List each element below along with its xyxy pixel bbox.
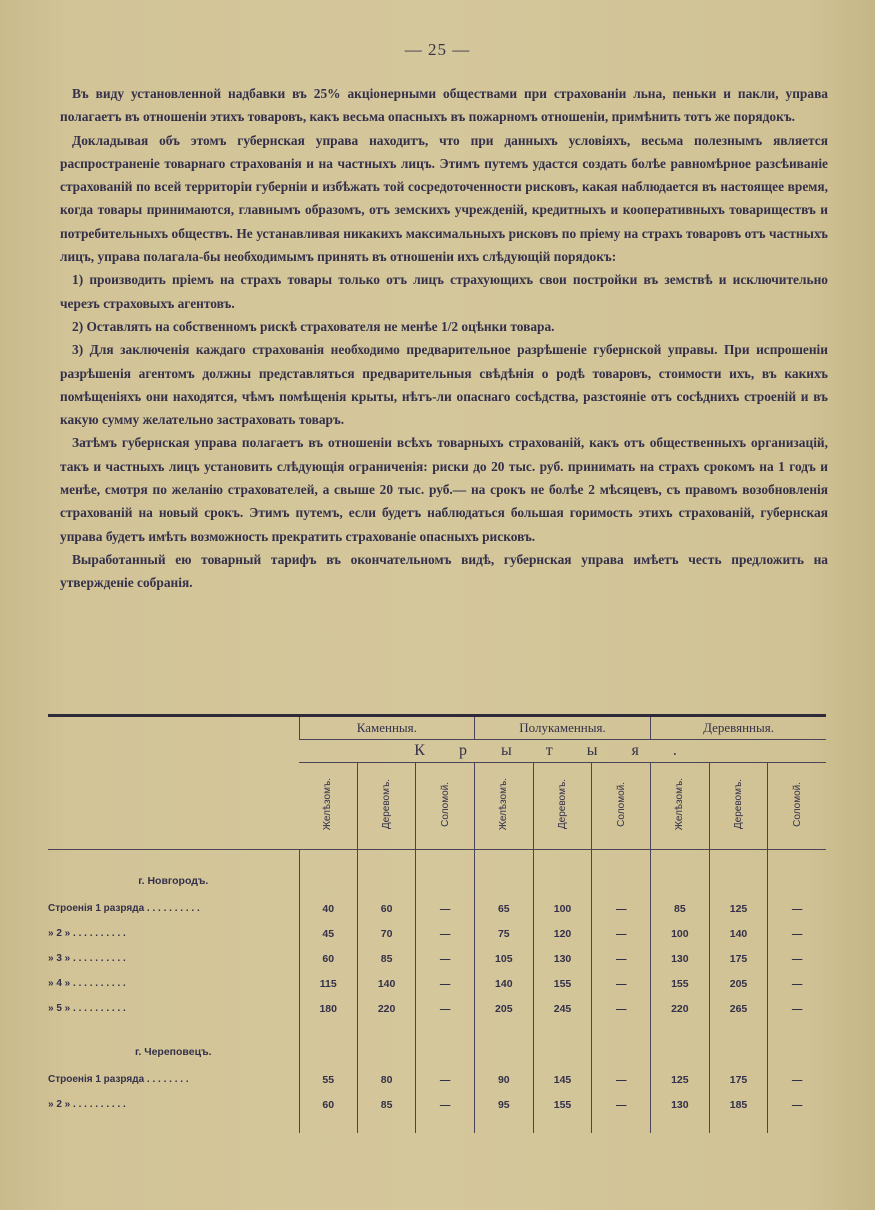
rate-cell: 265	[709, 996, 768, 1021]
rate-cell: —	[768, 1092, 826, 1117]
rate-cell: 85	[357, 1092, 416, 1117]
rate-cell: 130	[651, 946, 710, 971]
rate-cell: 120	[533, 921, 592, 946]
rate-cell: 180	[299, 996, 357, 1021]
row-label: » 3 » . . . . . . . . . .	[48, 953, 126, 964]
rate-cell: 75	[474, 921, 533, 946]
tariff-table	[48, 717, 826, 1133]
table-row	[48, 996, 826, 1021]
rate-cell: —	[592, 946, 651, 971]
rate-cell: 140	[357, 971, 416, 996]
rate-cell: —	[592, 921, 651, 946]
rate-cell: 85	[357, 946, 416, 971]
city-row	[48, 1037, 826, 1067]
rate-cell: —	[592, 971, 651, 996]
rate-cell: —	[416, 1067, 475, 1092]
roof-header	[299, 740, 826, 763]
rate-cell: —	[768, 896, 826, 921]
rate-cell: 100	[651, 921, 710, 946]
rate-cell: —	[768, 1067, 826, 1092]
rate-cell: 130	[651, 1092, 710, 1117]
rate-cell: 205	[709, 971, 768, 996]
rate-cell: —	[768, 946, 826, 971]
group-header-stone: Каменныя.	[299, 717, 474, 740]
rate-cell: —	[768, 971, 826, 996]
rate-cell: —	[416, 996, 475, 1021]
rate-cell: 80	[357, 1067, 416, 1092]
rate-cell: 245	[533, 996, 592, 1021]
rate-cell: 45	[299, 921, 357, 946]
rate-cell: 175	[709, 1067, 768, 1092]
table-row	[48, 921, 826, 946]
row-label: » 4 » . . . . . . . . . .	[48, 978, 126, 989]
rate-cell: 90	[474, 1067, 533, 1092]
rate-cell: 155	[533, 1092, 592, 1117]
spacer-row	[48, 1117, 826, 1133]
paragraph: Выработанный ею товарный тарифъ въ окончательномъ видѣ, губернская управа имѣетъ честь предложить на утвержденіе собранія.	[60, 551, 828, 591]
table-row	[48, 1067, 826, 1092]
subheader: Деревомъ.	[533, 763, 592, 850]
rate-cell: 60	[357, 896, 416, 921]
rate-cell: 60	[299, 1092, 357, 1117]
tariff-table-container	[48, 714, 826, 1169]
paragraph: 1) производить пріемъ на страхъ товары только отъ лицъ страхующихъ свои постройки въ земствѣ и исключительно черезъ страховыхъ агентовъ.	[60, 272, 828, 311]
spacer-row	[48, 1021, 826, 1037]
subheader: Деревомъ.	[709, 763, 768, 850]
rate-cell: 125	[651, 1067, 710, 1092]
rate-cell: 145	[533, 1067, 592, 1092]
rate-cell: 185	[709, 1092, 768, 1117]
city-row	[48, 866, 826, 896]
rate-cell: 125	[709, 896, 768, 921]
page-number: — 25 —	[404, 40, 471, 59]
rate-cell: 155	[533, 971, 592, 996]
paragraph: 2) Оставлять на собственномъ рискѣ страхователя не менѣе 1/2 оцѣнки товара.	[72, 318, 555, 334]
subheader: Желѣзомъ.	[651, 763, 710, 850]
rate-cell: 220	[651, 996, 710, 1021]
rate-cell: 55	[299, 1067, 357, 1092]
body-text	[60, 82, 828, 595]
rate-cell: —	[416, 896, 475, 921]
subheader: Желѣзомъ.	[474, 763, 533, 850]
tariff-table-body	[48, 850, 826, 1134]
city-name: г. Новгородъ.	[138, 875, 209, 887]
subheader: Соломой.	[592, 763, 651, 850]
rate-cell: 155	[651, 971, 710, 996]
roof-letter: я.	[631, 742, 711, 759]
paragraph: Въ виду установленной надбавки въ 25% акціонерными обществами при страхованіи льна, пеньки и пакли, управа полагаетъ въ отношеніи этихъ товаровъ, какъ весьма опасныхъ въ пожарномъ отношеніи, примѣнить тотъ же порядокъ.	[60, 86, 828, 125]
rate-cell: 65	[474, 896, 533, 921]
rate-cell: 95	[474, 1092, 533, 1117]
paragraph: Затѣмъ губернская управа полагаетъ въ отношеніи всѣхъ товарныхъ страхованій, какъ отъ общественныхъ организацій, такъ и частныхъ лицъ установить слѣдующія ограниченія: риски до 20 тыс. руб. принимать на страхъ срокомъ на 1 годъ и менѣе, смотря по желанію страхователей, а свыше 20 тыс. руб.— на срокъ не болѣе 2 мѣсяцевъ, съ правомъ возобновленія страхованій на новый срокъ. Этимъ путемъ, если будетъ наблюдаться большая горимость этихъ страхованій, губернская управа будетъ имѣть возможность прекратить страхованіе опасныхъ рисковъ.	[60, 435, 828, 544]
row-label: Строенія 1 разряда . . . . . . . . . .	[48, 903, 200, 914]
rate-cell: 220	[357, 996, 416, 1021]
roof-letter: р	[458, 742, 501, 759]
table-row	[48, 896, 826, 921]
rate-cell: 140	[474, 971, 533, 996]
row-label: » 2 » . . . . . . . . . .	[48, 1099, 126, 1110]
rate-cell: —	[416, 921, 475, 946]
rate-cell: 140	[709, 921, 768, 946]
table-corner	[48, 717, 299, 850]
rate-cell: 100	[533, 896, 592, 921]
group-header-wooden: Деревянныя.	[651, 717, 826, 740]
rate-cell: —	[592, 1092, 651, 1117]
row-label: » 2 » . . . . . . . . . .	[48, 928, 126, 939]
rate-cell: 40	[299, 896, 357, 921]
paragraph: 3) Для заключенія каждаго страхованія необходимо предварительное разрѣшеніе губернской управы. При испрошеніи разрѣшенія агентомъ должны представляться предварительныя свѣдѣнія о родѣ товаровъ, стоимости ихъ, въ какихъ помѣщеніяхъ они находятся, чѣмъ помѣщенія крыты, нѣтъ-ли опаснаго сосѣдства, разстояніе отъ сосѣднихъ строеній и въ какую сумму желательно застраховать товаръ.	[60, 342, 828, 428]
rate-cell: —	[416, 971, 475, 996]
rate-cell: 175	[709, 946, 768, 971]
rate-cell: 85	[651, 896, 710, 921]
roof-letter: ы	[500, 742, 546, 759]
rate-cell: 115	[299, 971, 357, 996]
rate-cell: —	[416, 946, 475, 971]
subheader: Деревомъ.	[357, 763, 416, 850]
rate-cell: 130	[533, 946, 592, 971]
roof-letter: К	[414, 742, 459, 759]
subheader: Желѣзомъ.	[299, 763, 357, 850]
table-row	[48, 971, 826, 996]
rate-cell: —	[768, 921, 826, 946]
roof-letter: ы	[586, 742, 632, 759]
city-name: г. Череповецъ.	[135, 1046, 212, 1058]
spacer-row	[48, 850, 826, 867]
rate-cell: —	[592, 896, 651, 921]
subheader: Соломой.	[768, 763, 826, 850]
roof-letter: т	[545, 742, 587, 759]
rate-cell: 105	[474, 946, 533, 971]
rate-cell: —	[416, 1092, 475, 1117]
rate-cell: —	[768, 996, 826, 1021]
subheader: Соломой.	[416, 763, 475, 850]
table-row	[48, 946, 826, 971]
row-label: » 5 » . . . . . . . . . .	[48, 1003, 126, 1014]
rate-cell: 60	[299, 946, 357, 971]
rate-cell: 70	[357, 921, 416, 946]
table-row	[48, 1092, 826, 1117]
group-header-semistone: Полукаменныя.	[474, 717, 650, 740]
rate-cell: —	[592, 996, 651, 1021]
rate-cell: 205	[474, 996, 533, 1021]
rate-cell: —	[592, 1067, 651, 1092]
paragraph: Докладывая объ этомъ губернская управа находитъ, что при данныхъ условіяхъ, весьма полезнымъ является распространеніе товарнаго страхованія и на частныхъ лицъ. Этимъ путемъ удастся создать болѣе равномѣрное разсѣиваніе страхованій по всей территоріи губерніи и избѣжать той сосредоточенности рисковъ, какая наблюдается въ настоящее время, когда товары принимаются, главнымъ образомъ, отъ земскихъ учрежденій, кредитныхъ и кооперативныхъ товариществъ и потребительныхъ обществъ. Не устанавливая никакихъ максимальныхъ рисковъ по пріему на страхъ товаровъ отъ частныхъ лицъ, управа полагала-бы необходимымъ принять въ отношеніи ихъ слѣдующій порядокъ:	[60, 132, 828, 265]
row-label: Строенія 1 разряда . . . . . . . .	[48, 1074, 189, 1085]
